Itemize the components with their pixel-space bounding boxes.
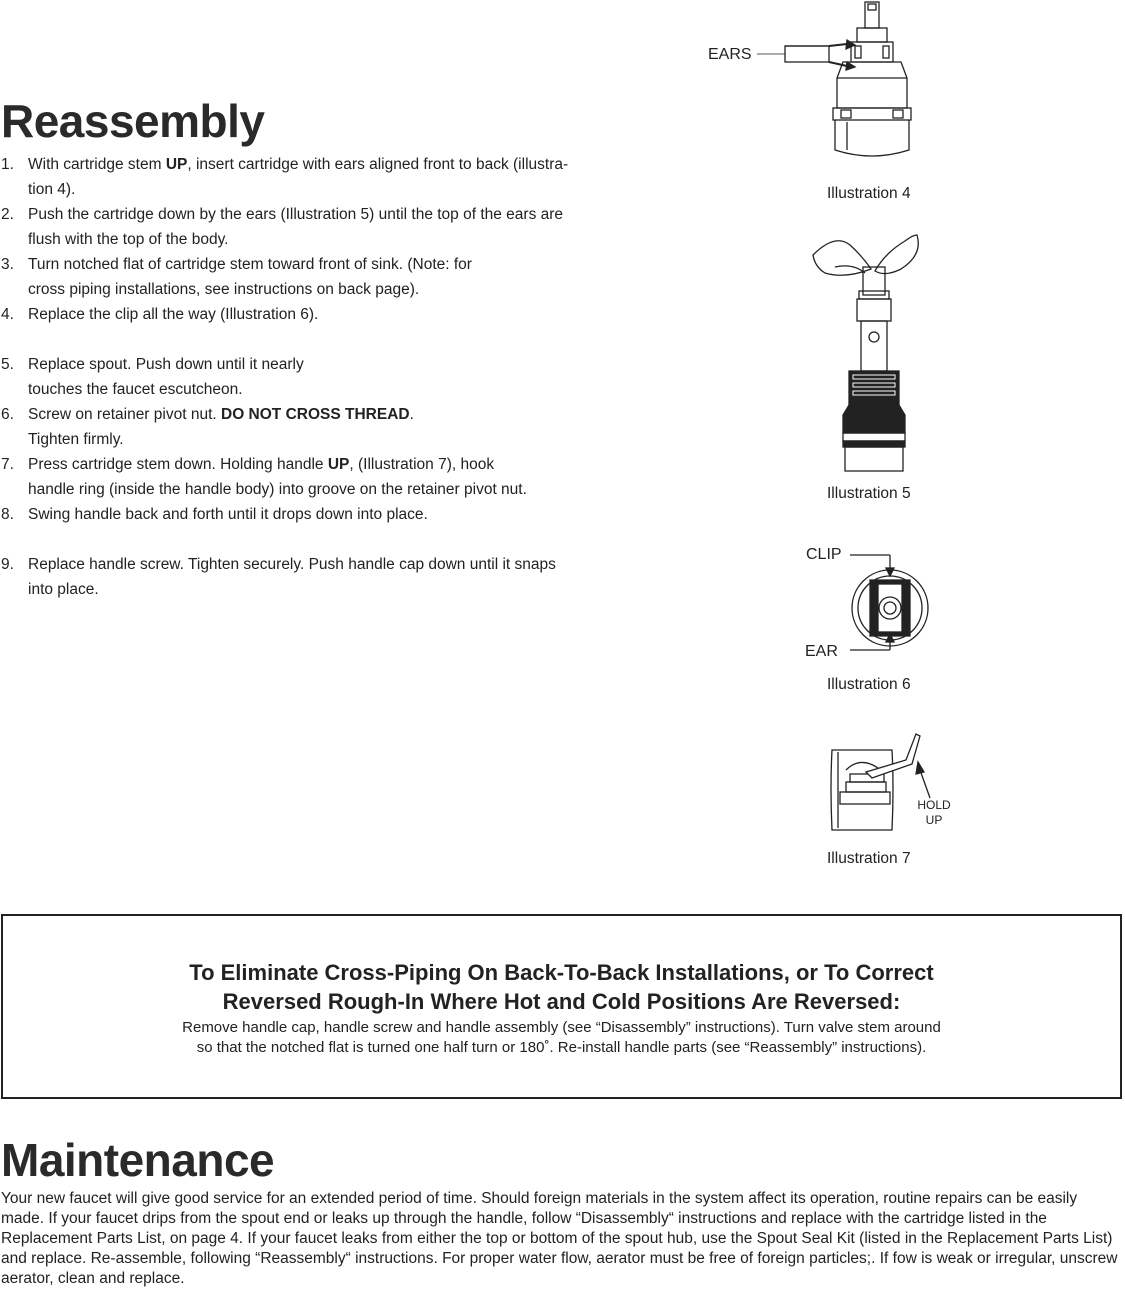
step-text: Turn notched flat of cartridge stem toward front of sink. (Note: for	[28, 256, 472, 273]
step-9	[0, 552, 640, 602]
step-text: With cartridge stem	[28, 156, 166, 173]
ears-label: EARS	[708, 46, 752, 63]
step-text-line2: touches the faucet escutcheon.	[28, 381, 243, 398]
step-number: 9.	[1, 556, 14, 573]
step-text: Push the cartridge down by the ears (Illustration 5) until the top of the ears are	[28, 206, 564, 223]
crosspipe-heading-line2: Reversed Rough-In Where Hot and Cold Positions Are Reversed:	[222, 989, 901, 1014]
illustration-5-drawing	[805, 225, 935, 480]
illustration-6-drawing	[840, 550, 940, 660]
hold-text: HOLD	[917, 798, 951, 812]
reassembly-title: Reassembly	[1, 95, 265, 147]
illustration-5-caption: Illustration 5	[827, 485, 911, 502]
step-text: Press cartridge stem down. Holding handle	[28, 456, 328, 473]
step-8	[0, 502, 640, 552]
step-2	[0, 202, 640, 252]
step-bold: UP	[165, 156, 188, 173]
maintenance-title: Maintenance	[1, 1134, 275, 1186]
illustration-4-caption: Illustration 4	[827, 185, 911, 202]
up-text: UP	[925, 813, 943, 827]
step-7	[0, 452, 640, 502]
step-text-line2: flush with the top of the body.	[28, 231, 229, 248]
step-number: 6.	[1, 406, 14, 423]
clip-label: CLIP	[806, 546, 842, 563]
step-text-line2: Tighten firmly.	[28, 431, 124, 448]
illustration-7-caption: Illustration 7	[827, 850, 911, 867]
step-text-line2: tion 4).	[28, 181, 76, 198]
step-number: 4.	[1, 306, 14, 323]
step-3	[0, 252, 640, 302]
maintenance-body: Your new faucet will give good service for an extended period of time. Should foreign materials in the system affect its operation, routine repairs can be easily made. If your faucet drips from the spout end or leaks up through the handle, follow “Disassembly“ instructions and replace with the cartridge listed in the Replacement Parts List, on page 4. If your faucet leaks from either the top or bottom of the spout hub, use the Spout Seal Kit (listed in the Replacement Parts List) and replace. Re-assemble, following “Reassembly“ instructions. For proper water flow, aerator must be free of foreign particles;. If fow is weak or irregular, unscrew aerator, clean and replace.	[1, 1190, 1118, 1287]
step-4	[0, 302, 640, 352]
crosspipe-body-line2: so that the notched flat is turned one half turn or 180˚. Re-install handle parts (see “Reassembly” instructions).	[196, 1039, 927, 1056]
step-text-line2: into place.	[28, 581, 99, 598]
step-1	[0, 152, 640, 202]
step-text: , (Illustration 7), hook	[349, 456, 495, 473]
step-number: 3.	[1, 256, 14, 273]
step-6	[0, 402, 640, 452]
hold-up-label	[912, 798, 956, 828]
step-text: Replace the clip all the way (Illustration 6).	[28, 306, 319, 323]
step-text: .	[409, 406, 414, 423]
step-5	[0, 352, 640, 402]
reassembly-steps	[0, 152, 640, 602]
step-number: 8.	[1, 506, 14, 523]
illustration-4-drawing	[755, 0, 930, 170]
crosspipe-heading-line1: To Eliminate Cross-Piping On Back-To-Back Installations, or To Correct	[189, 960, 934, 985]
illustration-6-caption: Illustration 6	[827, 676, 911, 693]
step-number: 1.	[1, 156, 14, 173]
step-text: Screw on retainer pivot nut.	[28, 406, 221, 423]
step-number: 7.	[1, 456, 14, 473]
step-text-line2: handle ring (inside the handle body) into groove on the retainer pivot nut.	[28, 481, 527, 498]
step-bold: UP	[327, 456, 350, 473]
step-text: , insert cartridge with ears aligned front to back (illustra-	[187, 156, 569, 173]
ear-label: EAR	[805, 643, 838, 660]
crosspipe-body-line1: Remove handle cap, handle screw and handle assembly (see “Disassembly” instructions). Turn valve stem around	[182, 1019, 941, 1036]
step-text: Replace handle screw. Tighten securely. Push handle cap down until it snaps	[28, 556, 556, 573]
step-bold: DO NOT CROSS THREAD	[221, 406, 410, 423]
step-number: 2.	[1, 206, 14, 223]
step-text-line2: cross piping installations, see instructions on back page).	[28, 281, 420, 298]
crosspipe-box	[1, 914, 1122, 1099]
step-text: Swing handle back and forth until it drops down into place.	[28, 506, 428, 523]
step-number: 5.	[1, 356, 14, 373]
step-text: Replace spout. Push down until it nearly	[28, 356, 304, 373]
